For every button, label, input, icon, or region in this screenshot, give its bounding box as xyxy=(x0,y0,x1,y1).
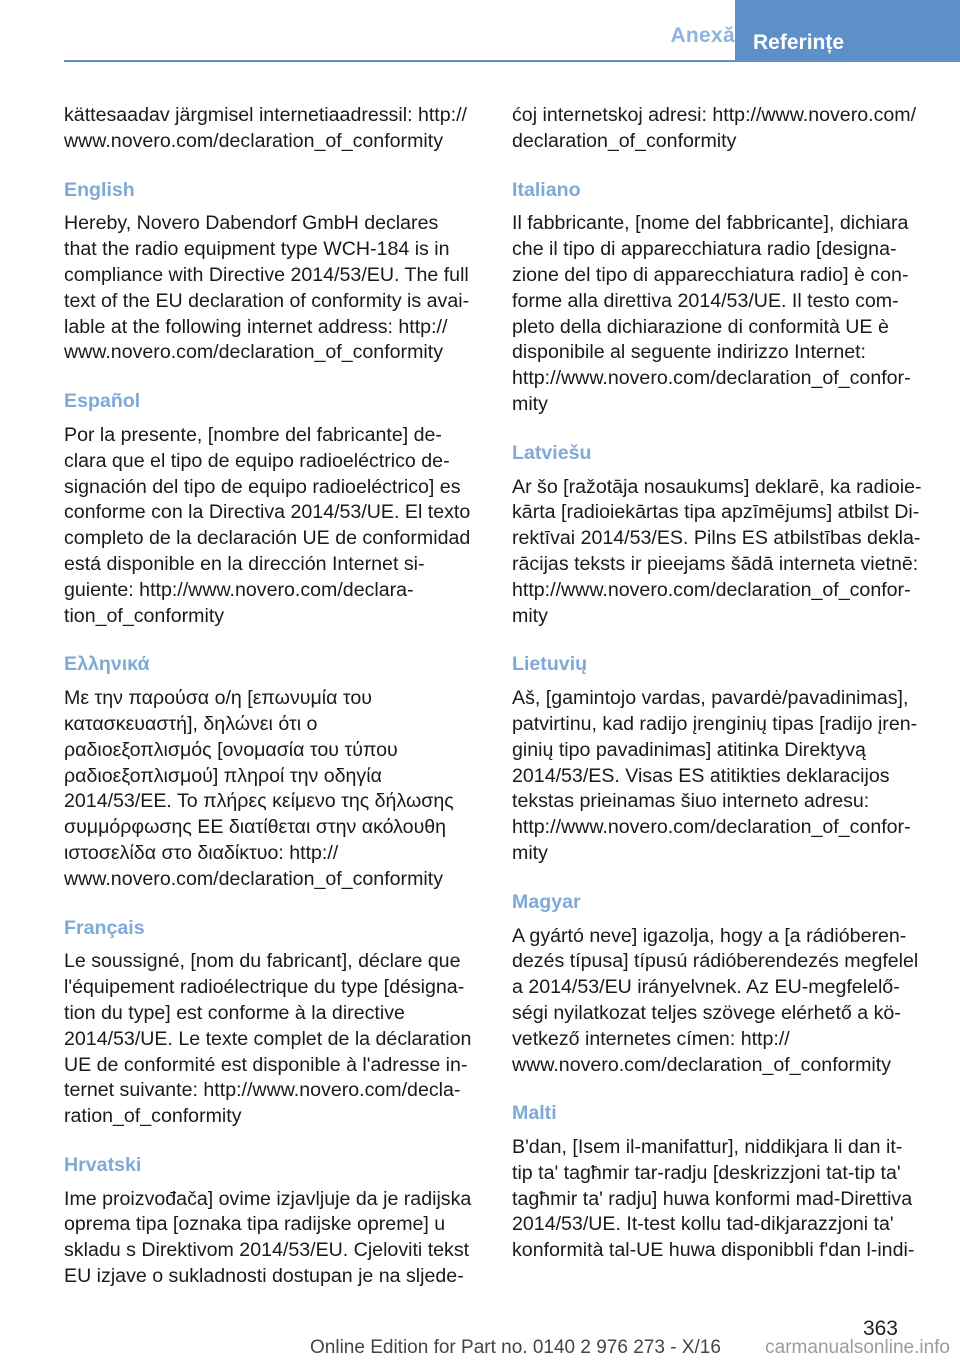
language-heading: Malti xyxy=(512,1102,557,1125)
language-heading: Lietuvių xyxy=(512,653,588,676)
declaration-text: Ar šo [ražotāja nosaukums] deklarē, ka radioie- kārta [radioiekārtas tipa apzīmējums] atbilst Di- rektīvai 2014/53/ES. Pilns ES atbilstības dekla- rācijas teksts ir pieejams šādā interneta vietnē: http://www.novero.com/declaration_of_confor- mity xyxy=(512,475,922,627)
watermark-brand[interactable]: carmanualsonline.info xyxy=(765,1337,950,1358)
declaration-text: Il fabbricante, [nome del fabbricante], dichiara che il tipo di apparecchiatura radio [designa- zione del tipo di apparecchiatura radio] è con- forme alla direttiva 2014/53/UE. Il testo com- pleto della dichiarazione di conformità UE è disponibile al seguente indirizzo Internet: http://www.novero.com/declaration_of_confor- mity xyxy=(512,212,911,415)
declaration-text: Με την παρούσα ο/η [επωνυμία του κατασκευαστή], δηλώνει ότι ο ραδιοεξοπλισμός [ονομασία του τύπου ραδιοεξοπλισμού] πληροί την οδηγία 2014/53/ΕΕ. Το πλήρες κείμενο της δήλωσης συμμόρφωσης ΕΕ διατίθεται στην ακόλουθη ιστοσελίδα στο διαδίκτυο: http:// www.novero.com/declaration_of_conformity xyxy=(64,687,454,890)
section-hrvatski xyxy=(64,1153,480,1290)
declaration-text: Aš, [gamintojo vardas, pavardė/pavadinimas], patvirtinu, kad radijo įrenginių tipas [radijo įren- ginių tipo pavadinimas] atitinka Direktyvą 2014/53/ES. Visas ES atitikties deklaracijos tekstas prieinamas šiuo interneto adresu: http://www.novero.com/declaration_of_confor- mity xyxy=(512,687,918,864)
declaration-text: B'dan, [Isem il-manifattur], niddikjara li dan it- tip ta' tagħmir tar-radju [deskrizzjoni tat-tip ta' tagħmir ta' radju] huwa konformi mad-Direttiva 2014/53/UE. It-test kollu tad-dikjarazzjoni ta' konformità tal-UE huwa disponibbli f'dan l-indi- xyxy=(512,1136,915,1262)
declaration-text: Ime proizvođača] ovime izjavljuje da je radijska oprema tipa [oznaka tipa radijske opreme] u skladu s Direktivom 2014/53/EU. Cjeloviti tekst EU izjave o sukladnosti dostupan je na sljede- xyxy=(64,1187,472,1288)
page-number: 363 xyxy=(862,1317,898,1340)
right-intro-text: ćoj internetskoj adresi: http://www.novero.com/ declaration_of_conformity xyxy=(512,104,917,152)
language-heading: Ελληνικά xyxy=(64,653,150,676)
declaration-text: A gyártó neve] igazolja, hogy a [a rádióberen- dezés típusa] típusú rádióberendezés megfelel a 2014/53/EU irányelvnek. Az EU-megfelelő- ségi nyilatkozat teljes szövege elérhető a kö- vetkező internetes címen: http:// www.novero.com/declaration_of_conformity xyxy=(512,924,919,1076)
section-magyar xyxy=(512,890,932,1079)
right-intro-block xyxy=(512,103,932,155)
language-heading: Hrvatski xyxy=(64,1153,142,1176)
section-latviesu xyxy=(512,441,932,630)
section-greek xyxy=(64,652,480,892)
declaration-text: Hereby, Novero Dabendorf GmbH declares that the radio equipment type WCH-184 is in compliance with Directive 2014/53/EU. The full text of the EU declaration of conformity is avai- lable at the following internet address: http:// www.novero.com/declaration_of_conformity xyxy=(64,212,470,364)
header-rule xyxy=(64,60,960,62)
language-heading: Magyar xyxy=(512,890,581,913)
declaration-text: Le soussigné, [nom du fabricant], déclare que l'équipement radioélectrique du type [désigna- tion du type] est conforme à la directive 2014/53/UE. Le texte complet de la déclaration UE de conformité est disponible à l'adresse in- ternet suivante: http://www.novero.com/decla- ration_of_conformity xyxy=(64,950,472,1128)
section-malti xyxy=(512,1101,932,1264)
chapter-tab[interactable]: Referințe xyxy=(735,0,960,62)
edition-footer: Online Edition for Part no. 0140 2 976 273 - X/16 xyxy=(310,1337,721,1358)
section-tab[interactable]: Anexă xyxy=(670,24,735,47)
left-column xyxy=(64,103,480,1313)
language-heading: Italiano xyxy=(512,178,581,201)
language-heading: Latviešu xyxy=(512,441,592,464)
language-heading: Español xyxy=(64,390,141,413)
page-header xyxy=(0,0,960,62)
language-heading: English xyxy=(64,178,135,201)
left-intro-block xyxy=(64,103,480,155)
right-column xyxy=(512,103,932,1287)
section-francais xyxy=(64,916,480,1130)
section-espanol xyxy=(64,389,480,629)
section-english xyxy=(64,178,480,367)
left-intro-text: kättesaadav järgmisel internetiaadressil: http:// www.novero.com/declaration_of_conformity xyxy=(64,104,467,152)
language-heading: Français xyxy=(64,916,145,939)
section-lietuviu xyxy=(512,652,932,866)
declaration-text: Por la presente, [nombre del fabricante] de- clara que el tipo de equipo radioeléctrico de- signación del tipo de equipo radioeléctrico] es conforme con la Directiva 2014/53/UE. El texto completo de la declaración UE de conformidad está disponible en la dirección Internet si- guiente: http://www.novero.com/declara- tion_of_conformity xyxy=(64,423,471,627)
section-italiano xyxy=(512,178,932,418)
